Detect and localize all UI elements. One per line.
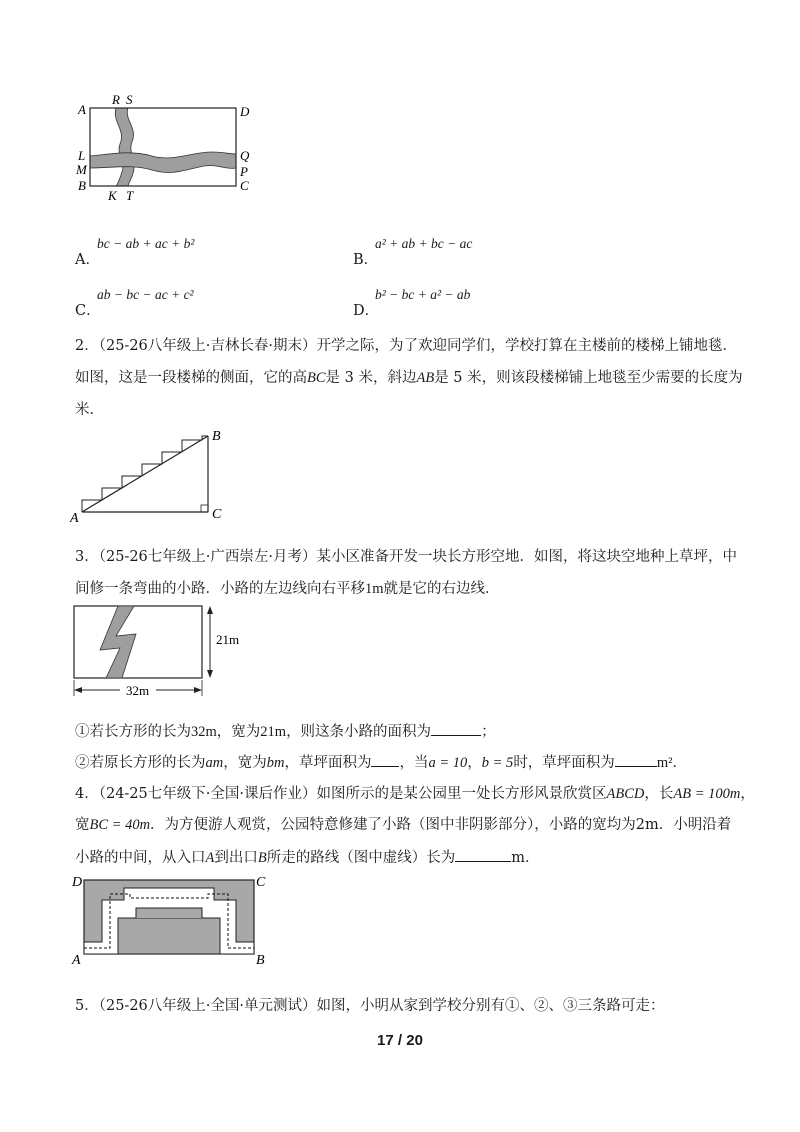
option-letter: C． [75,303,101,319]
option-formula: bc − ab + ac + b² [97,236,195,251]
label-B: B [256,953,265,968]
lawn-rectangle [74,606,202,678]
answer-blank-4[interactable] [455,847,511,862]
label-A: A [70,511,79,524]
label-B: B [78,178,86,193]
q4-line2: 宽BC = 40m．为方便游人观赏，公园特意修建了小路（图中非阴影部分），小路的宽均为2m．小明沿着 [75,817,732,833]
horizontal-road [90,152,236,173]
label-D: D [240,104,250,119]
vertical-road [115,108,134,186]
label-T: T [126,188,134,203]
q2-line3: 米． [75,402,104,418]
zigzag-path [100,606,136,678]
label-A: A [78,102,86,117]
dimension-width: 32m [126,683,150,698]
option-formula: b² − bc + a² − ab [375,287,471,302]
q3-sub1: ①若长方形的长为32m，宽为21m，则这条小路的面积为 ； [75,721,496,742]
page-number: 17 / 20 [377,1032,423,1049]
q2-line1: 2．（25-26八年级上·吉林长春·期末）开学之际，为了欢迎同学们，学校打算在主楼前的楼梯上铺地毯． [75,338,738,354]
inner-shaded-block [118,918,220,954]
label-R: R [112,92,120,107]
q4-line1: 4．（24-25七年级下·全国·课后作业）如图所示的是某公园里一处长方形风景欣赏区ABCD，长AB = 100m， [75,786,755,802]
figure-park-paths [68,872,274,968]
option-letter: B． [353,252,379,268]
option-formula: a² + ab + bc − ac [375,236,473,251]
figure-roads [72,92,262,204]
q3-sub2: ②若原长方形的长为am，宽为bm，草坪面积为 ，当a = 10，b = 5时，草坪面积为 m²． [75,752,687,773]
q3-line1: 3．（25-26七年级上·广西崇左·月考）某小区准备开发一块长方形空地．如图，将这块空地种上草坪，中 [75,549,738,565]
hypotenuse-AB [82,436,208,512]
answer-blank-3[interactable] [615,752,657,767]
label-C: C [212,507,222,522]
option-letter: D． [353,303,380,319]
label-M: M [76,162,87,177]
label-L: L [78,148,86,163]
answer-blank-2[interactable] [371,752,399,767]
label-Q: Q [240,148,250,163]
label-A: A [72,953,81,968]
answer-blank-1[interactable] [431,721,481,736]
dimension-height: 21m [216,632,240,647]
label-P: P [240,164,248,179]
figure-zigzag-path [70,604,250,700]
outer-rectangle [90,108,236,186]
figure-staircase [68,428,238,524]
q3-line2: 间修一条弯曲的小路．小路的左边线向右平移1m就是它的右边线． [75,581,500,597]
label-S: S [126,92,133,107]
right-angle-mark [201,505,208,512]
label-B: B [212,429,221,444]
label-K: K [108,188,117,203]
label-D: D [72,875,83,890]
label-C: C [240,178,249,193]
q2-line2: 如图，这是一段楼梯的侧面，它的高BC是 3 米，斜边AB是 5 米，则该段楼梯铺上地毯至少需要的长度为 [75,370,743,386]
q5-line1: 5．（25-26八年级上·全国·单元测试）如图，小明从家到学校分别有①、②、③三条路可走： [75,998,665,1014]
label-C: C [256,875,266,890]
option-formula: ab − bc − ac + c² [97,287,194,302]
q4-line3: 小路的中间，从入口A到出口B所走的路线（图中虚线）长为 m． [75,847,539,868]
option-letter: A． [75,252,100,268]
